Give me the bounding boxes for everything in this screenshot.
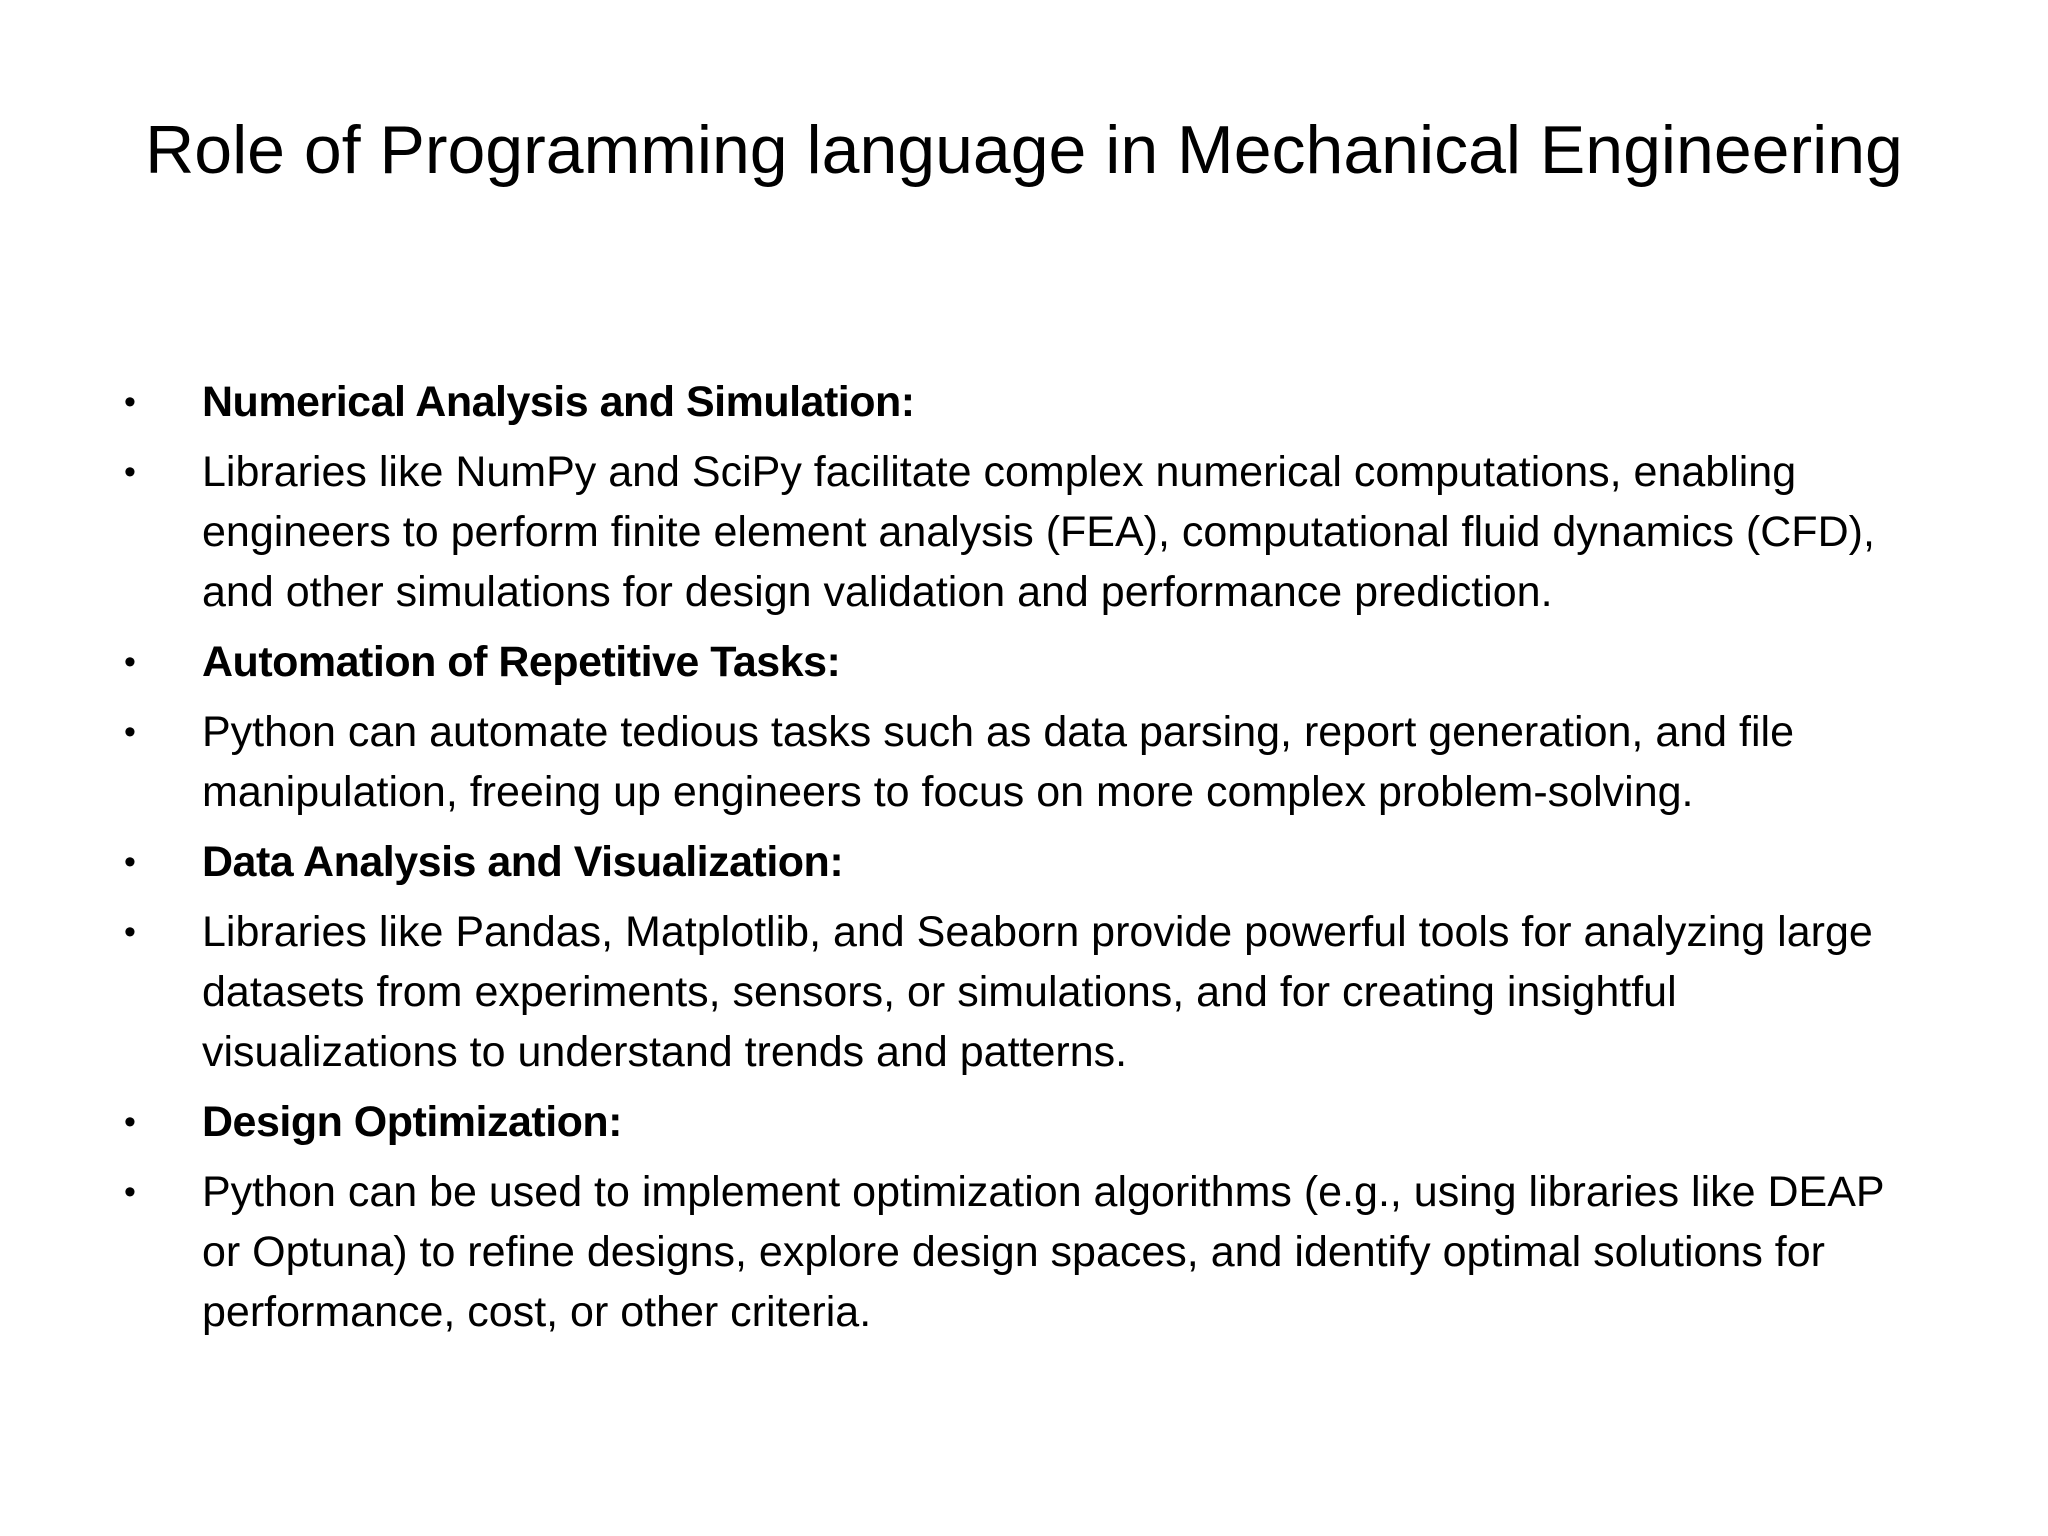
bullet-text: Design Optimization:	[202, 1098, 622, 1146]
slide-title: Role of Programming language in Mechanical Engineering	[145, 112, 1903, 188]
bullet-text: Data Analysis and Visualization:	[202, 838, 844, 886]
bullet-heading-automation	[124, 632, 1924, 692]
bullet-body-design-optimization	[124, 1162, 1924, 1342]
bullet-body-data-analysis	[124, 902, 1924, 1082]
bullet-heading-design-optimization	[124, 1092, 1924, 1152]
bullet-icon: •	[124, 1173, 136, 1211]
bullet-icon: •	[124, 1103, 136, 1141]
bullet-icon: •	[124, 453, 136, 491]
bullet-text: Libraries like NumPy and SciPy facilitate complex numerical computations, enabling engineers to perform finite element analysis (FEA), computational fluid dynamics (CFD), and other simulations for design validation and performance prediction.	[202, 448, 1875, 616]
bullet-icon: •	[124, 713, 136, 751]
bullet-list	[124, 372, 1924, 1352]
bullet-text: Automation of Repetitive Tasks:	[202, 638, 841, 686]
bullet-text: Python can be used to implement optimization algorithms (e.g., using libraries like DEAP or Optuna) to refine designs, explore design spaces, and identify optimal solutions for performance, cost, or other criteria.	[202, 1168, 1884, 1336]
bullet-icon: •	[124, 643, 136, 681]
bullet-text: Python can automate tedious tasks such as data parsing, report generation, and file manipulation, freeing up engineers to focus on more complex problem-solving.	[202, 708, 1794, 816]
bullet-heading-data-analysis	[124, 832, 1924, 892]
bullet-text: Numerical Analysis and Simulation:	[202, 378, 915, 426]
bullet-text: Libraries like Pandas, Matplotlib, and Seaborn provide powerful tools for analyzing large datasets from experiments, sensors, or simulations, and for creating insightful visualizations to understand trends and patterns.	[202, 908, 1873, 1076]
bullet-icon: •	[124, 843, 136, 881]
bullet-heading-numerical-analysis	[124, 372, 1924, 432]
bullet-body-numerical-analysis	[124, 442, 1924, 622]
bullet-icon: •	[124, 913, 136, 951]
bullet-icon: •	[124, 383, 136, 421]
bullet-body-automation	[124, 702, 1924, 822]
